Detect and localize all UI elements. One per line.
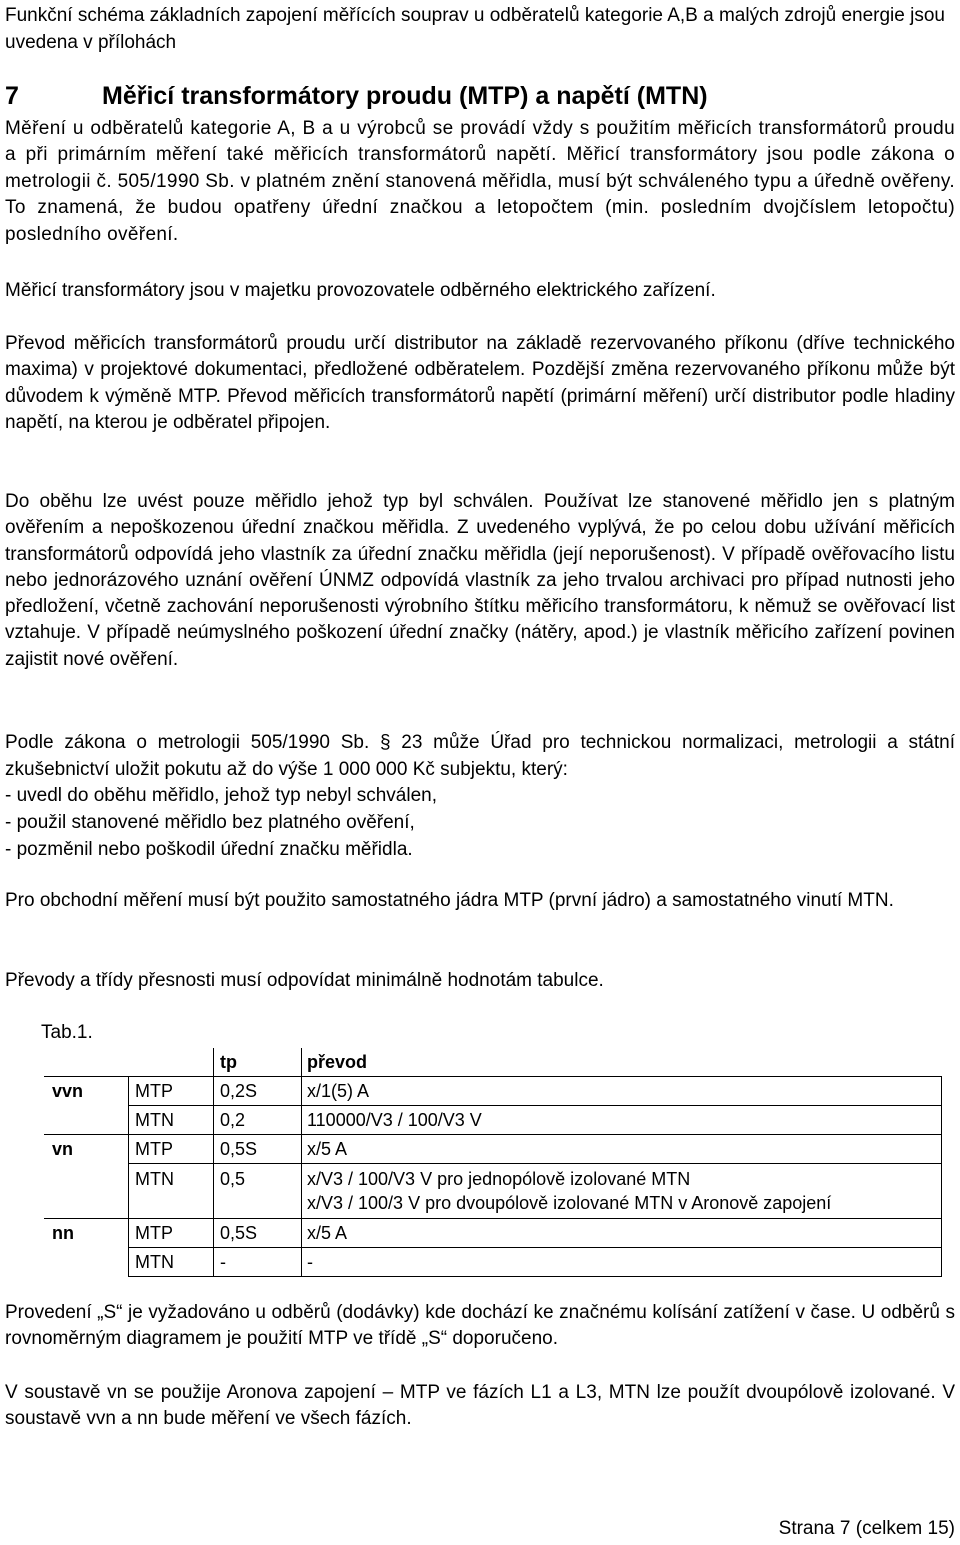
cell-prevod [302,1164,942,1219]
section-number: 7 [5,82,19,110]
paragraph-metrology: Měření u odběratelů kategorie A, B a u výrobců se provádí vždy s použitím měřicích transformátorů proudu a při primárním měření také měřicích transformátorů napětí. Měřicí transformátory jsou podle zákona o metrologii č. 505/1990 Sb. v platném znění stanovená měřidla, musí být schváleného typu a úředně ověřeny. To znamená, že budou opatřeny úřední značkou a letopočtem (min. posledním dvojčíslem letopočtu) posledního ověření. [5,118,955,245]
header-tp: tp [214,1048,302,1077]
table-row [44,1219,942,1248]
paragraph-penalty [5,730,955,864]
cell-level: vn [44,1135,129,1164]
table-header-row [44,1048,942,1077]
section-heading [5,82,708,111]
cell-level [44,1164,129,1219]
paragraph-aron: V soustavě vn se použije Aronova zapojení – MTP ve fázích L1 a L3, MTN lze použít dvoupólově izolované. V soustavě vvn a nn bude měření ve všech fázích. [5,1382,955,1430]
cell-prevod: x/5 A [302,1219,942,1248]
section-title: Měřicí transformátory proudu (MTP) a napětí (MTN) [102,82,708,110]
paragraph-circulation: Do oběhu lze uvést pouze měřidlo jehož typ byl schválen. Používat lze stanovené měřidlo jen s platným ověřením a nepoškozenou úřední značkou měřidla. Z uvedeného vyplývá, že po celou dobu užívání měřicích transformátorů odpovídá jeho vlastník za úřední značku měřidla (její neporušenost). V případě ověřovacího listu nebo jednorázového uznání ověření ÚNMZ odpovídá vlastník za jeho trvalou archivaci pro případ nutnosti jeho předložení, včetně zachování neporušenosti výrobního štítku měřicího transformátoru, k němuž se ověřovací list vztahuje. V případě neúmyslného poškození úřední značky (nátěry, apod.) je vlastník měřicího zařízení povinen zajistit nové ověření. [5,491,955,670]
transformer-table [44,1048,942,1277]
cell-tp: 0,5S [214,1219,302,1248]
header-prevod: převod [302,1048,942,1077]
cell-tp: - [214,1248,302,1277]
table-row [44,1106,942,1135]
penalty-lead: Podle zákona o metrologii 505/1990 Sb. § 23 může Úřad pro technickou normalizaci, metrologii a státní zkušebnictví uložit pokutu až do výše 1 000 000 Kč subjektu, který: [5,732,955,780]
paragraph-s-class: Provedení „S“ je vyžadováno u odběrů (dodávky) kde dochází ke značnému kolísání zatížení v čase. U odběrů s rovnoměrným diagramem je použití MTP ve třídě „S“ doporučeno. [5,1302,955,1350]
cell-prevod: 110000/V3 / 100/V3 V [302,1106,942,1135]
cell-prevod: - [302,1248,942,1277]
table-row [44,1077,942,1106]
table-row [44,1248,942,1277]
cell-level: nn [44,1219,129,1248]
paragraph-ratio: Převod měřicích transformátorů proudu určí distributor na základě rezervovaného příkonu (dříve technického maxima) v projektové dokumentaci, předložené odběratelem. Pozdější změna rezervovaného příkonu může být důvodem k výměně MTP. Převod měřicích transformátorů napětí (primární měření) určí distributor podle hladiny napětí, na kterou je odběratel připojen. [5,333,955,433]
intro-paragraph: Funkční schéma základních zapojení měřících souprav u odběratelů kategorie A,B a malých zdrojů energie jsou uvedena v přílohách [5,5,945,53]
paragraph-ownership: Měřicí transformátory jsou v majetku provozovatele odběrného elektrického zařízení. [5,280,716,301]
cell-tp: 0,5 [214,1164,302,1219]
table-caption: Tab.1. [41,1022,93,1043]
cell-level [44,1248,129,1277]
cell-level: vvn [44,1077,129,1106]
paragraph-classes: Převody a třídy přesnosti musí odpovídat minimálně hodnotám tabulce. [5,970,604,991]
penalty-item: - pozměnil nebo poškodil úřední značku měřidla. [5,838,413,860]
table-row [44,1164,942,1219]
cell-tp: 0,2S [214,1077,302,1106]
cell-prevod: x/1(5) A [302,1077,942,1106]
penalty-item: - uvedl do oběhu měřidlo, jehož typ nebyl schválen, [5,785,437,807]
cell-tp: 0,5S [214,1135,302,1164]
cell-prevod: x/5 A [302,1135,942,1164]
page-number: Strana 7 (celkem 15) [778,1518,955,1539]
paragraph-core: Pro obchodní měření musí být použito samostatného jádra MTP (první jádro) a samostatného vinutí MTN. [5,890,894,911]
cell-type: MTN [129,1106,214,1135]
cell-type: MTP [129,1135,214,1164]
cell-level [44,1106,129,1135]
cell-type: MTN [129,1248,214,1277]
prevod-line: x/V3 / 100/V3 V pro jednopólově izolované MTN [307,1169,691,1189]
penalty-item: - použil stanovené měřidlo bez platného ověření, [5,812,415,834]
prevod-line: x/V3 / 100/3 V pro dvoupólově izolované MTN v Aronově zapojení [307,1193,832,1213]
table-row [44,1135,942,1164]
cell-tp: 0,2 [214,1106,302,1135]
cell-type: MTN [129,1164,214,1219]
cell-type: MTP [129,1219,214,1248]
cell-type: MTP [129,1077,214,1106]
